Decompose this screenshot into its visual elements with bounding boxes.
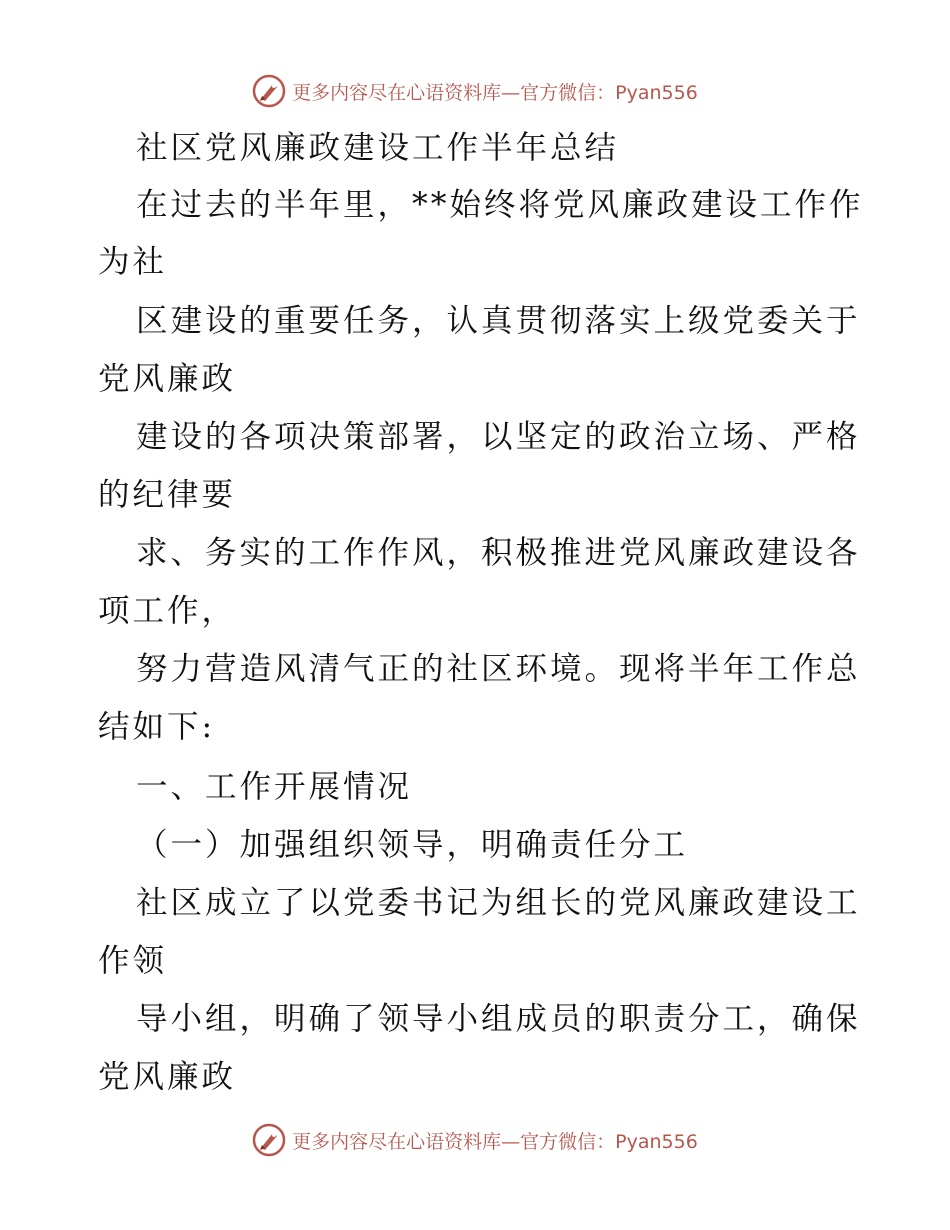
- text-line: 结如下:: [98, 709, 216, 745]
- text-line: 导小组，明确了领导小组成员的职责分工，确保: [136, 1001, 861, 1037]
- pen-logo-icon: [252, 74, 286, 108]
- watermark-main: 更多内容尽在心语资料库—官方微信：: [292, 1130, 616, 1153]
- watermark-text: [292, 1127, 698, 1154]
- text-line: 社区成立了以党委书记为组长的党风廉政建设工: [136, 885, 861, 921]
- text-line: 党风廉政: [98, 361, 237, 397]
- footer-watermark: [0, 1120, 950, 1160]
- text-line: 建设的各项决策部署，以坚定的政治立场、严格: [136, 419, 861, 455]
- header-watermark: [0, 71, 950, 111]
- watermark-id: Pyan556: [615, 1130, 698, 1153]
- document-title: 社区党风廉政建设工作半年总结: [136, 130, 620, 166]
- text-line: 为社: [98, 244, 168, 280]
- watermark-main: 更多内容尽在心语资料库—官方微信：: [292, 81, 616, 104]
- text-line: 区建设的重要任务，认真贯彻落实上级党委关于: [136, 303, 861, 339]
- text-line: 努力营造风清气正的社区环境。现将半年工作总: [136, 651, 861, 687]
- section-heading: 一、工作开展情况: [136, 769, 413, 805]
- subsection-heading: （一）加强组织领导，明确责任分工: [136, 827, 689, 863]
- text-line: 项工作，: [98, 593, 237, 629]
- text-line: 党风廉政: [98, 1059, 237, 1095]
- text-line: 作领: [98, 943, 168, 979]
- text-line: 求、务实的工作作风，积极推进党风廉政建设各: [136, 535, 861, 571]
- pen-logo-icon: [252, 1123, 286, 1157]
- text-line: 的纪律要: [98, 477, 237, 513]
- watermark-text: [292, 78, 698, 105]
- text-line: 在过去的半年里，**始终将党风廉政建设工作作: [136, 187, 864, 223]
- watermark-id: Pyan556: [615, 81, 698, 104]
